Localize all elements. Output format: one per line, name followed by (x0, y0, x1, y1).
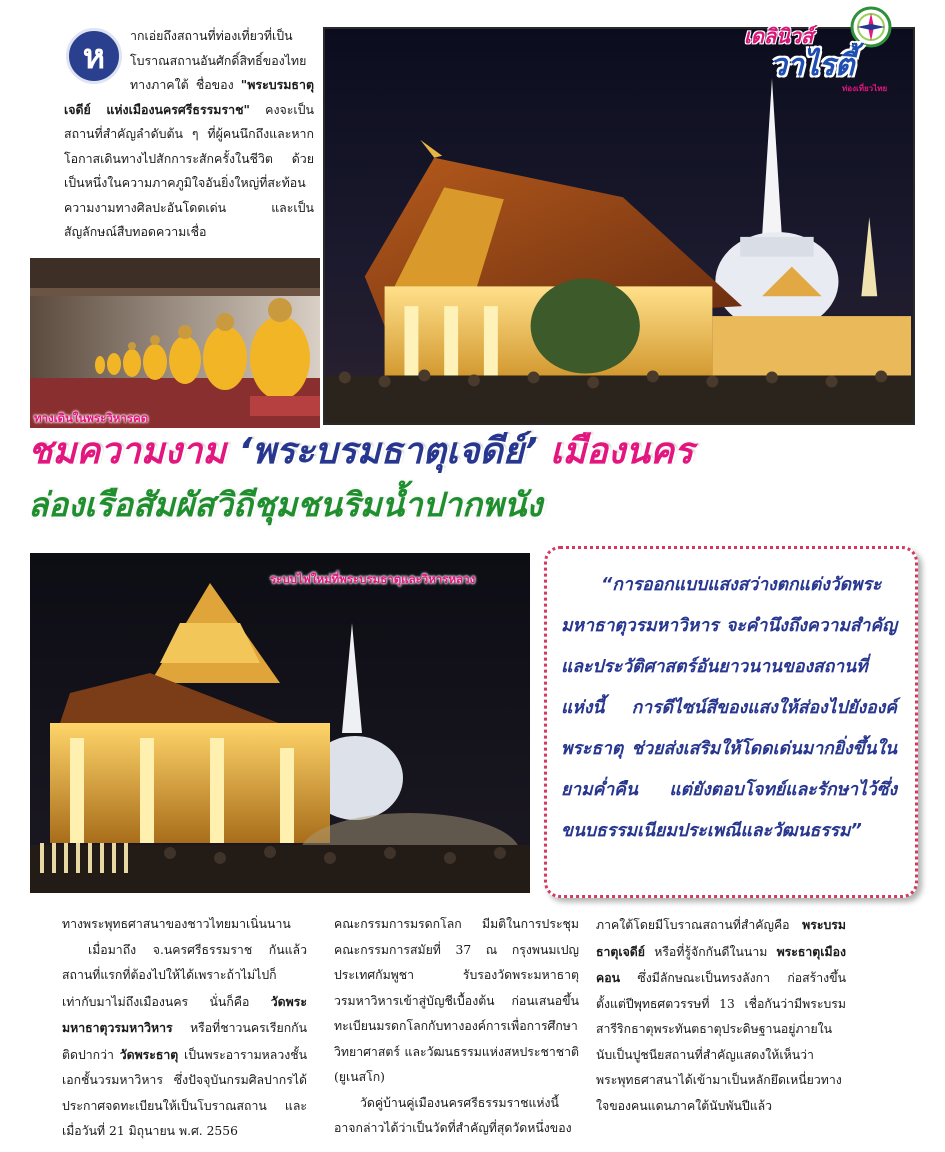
col1-p2-bold2: วัดพระธาตุ (119, 1046, 179, 1062)
col1-p2-bold1: วัดพระมหาธาตุวรมหาวิหาร (62, 993, 307, 1035)
drop-cap: ห (66, 28, 122, 84)
body-column-2 (334, 912, 579, 1144)
col3-paragraph-1 (596, 912, 846, 1119)
col3-p1-lead: ภาคใต้โดยมีโบราณสถานที่สำคัญคือ (596, 918, 803, 932)
buddha-caption: ทางเดินในพระวิหารคด (34, 411, 149, 425)
variety-logo (742, 4, 922, 94)
col2-paragraph-2: วัดคู่บ้านคู่เมืองนครศรีธรรมราชแห่งนี้อาจกล่าวได้ว่าเป็นวัดที่สำคัญที่สุดวัดหนึ่งของ (334, 1095, 572, 1135)
col1-paragraph-1: ทางพระพุทธศาสนาของชาวไทยมาเนิ่นนาน (62, 917, 291, 931)
col1-paragraph-2 (62, 938, 307, 1145)
compass-icon (850, 6, 892, 48)
night-caption: ระบบไฟใหม่ที่พระบรมธาตุและวิหารหลวง (270, 572, 476, 586)
headline (28, 428, 918, 478)
col1-p2-lead: เมื่อมาถึง จ.นครศรีธรรมราช กันแล้ว สถานที่แรกที่ต้องไปให้ได้เพราะถ้าไม่ไปก็เท่ากับมาไม่ถึงเมืองนคร นั่นก็คือ (62, 942, 307, 1009)
subheadline: ล่องเรือสัมผัสวิถีชุมชนริมน้ำปากพนัง (28, 485, 543, 524)
col1-p2-rest: เป็นพระอารามหลวงชั้นเอกชั้นวรมหาวิหาร ซึ่งปัจจุบันกรมศิลปากรได้ประกาศจดทะเบียนให้เป็นโบราณสถาน และ เมื่อวันที่ 21 มิถุนายน พ.ศ. 2556 (62, 1047, 307, 1138)
buddha-corridor-photo (30, 258, 320, 428)
logo-line3: ท่องเที่ยวไทย (842, 84, 888, 93)
logo-line2: วาไรตี้ (770, 48, 855, 83)
pull-quote-box (544, 546, 918, 898)
col3-p1-bold2: พระธาตุเมืองคอน (596, 943, 846, 985)
body-column-3 (596, 912, 846, 1144)
col3-p1-bold1: พระบรมธาตุเจดีย์ (596, 917, 846, 959)
pull-quote-text: “การออกแบบแสงสว่างตกแต่งวัดพระมหาธาตุวรมหาวิหาร จะคำนึงถึงความสำคัญและประวัติศาสตร์อันยาวนานของสถานที่แห่งนี้ การดีไซน์สีของแสงให้ส่องไปยังองค์พระธาตุ ช่วยส่งเสริมให้โดดเด่นมากยิ่งขึ้นในยามค่ำคืน แต่ยังตอบโจทย์และรักษาไว้ซึ่งขนบธรรมเนียมประเพณีและวัฒนธรรม” (561, 575, 897, 841)
col3-p1-mid: หรือที่รู้จักกันดีในนาม (645, 944, 777, 959)
body-column-1 (62, 912, 307, 1144)
intro-bold: "พระบรมธาตุเจดีย์ แห่งเมืองนครศรีธรรมราช" (64, 77, 314, 117)
night-temple-photo (30, 553, 530, 893)
headline-part3: เมืองนคร (537, 431, 694, 472)
logo-line1: เดลินิวส์ (744, 24, 814, 48)
headline-part1: ชมความงาม (28, 431, 239, 472)
col3-p1-rest: ซึ่งมีลักษณะเป็นทรงลังกา ก่อสร้างขึ้นตั้งแต่ปีพุทธศตวรรษที่ 13 เชื่อกันว่ามีพระบรมสารีริกธาตุพระทันตธาตุประดิษฐานอยู่ภายใน นับเป็นปูชนียสถานที่สำคัญแสดงให้เห็นว่า พระพุทธศาสนาได้เข้ามาเป็นหลักยึดเหนี่ยวทางใจของคนแดนภาคใต้นับพันปีแล้ว (596, 971, 846, 1113)
intro-rest: คงจะเป็นสถานที่สำคัญลำดับต้น ๆ ที่ผู้คนนึกถึงและหากโอกาสเดินทางไปสักการะสักครั้งในชีวิต ด้วยเป็นหนึ่งในความภาคภูมิใจอันยิ่งใหญ่ที่สะท้อนความงามทางศิลปะอันโดดเด่น และเป็นสัญลักษณ์สืบทอดความเชื่อ (64, 101, 314, 239)
headline-part2: ‘พระบรมธาตุเจดีย์’ (238, 431, 538, 472)
col2-paragraph-1: คณะกรรมการมรดกโลก มีมติในการประชุมคณะกรรมการสมัยที่ 37 ณ กรุงพนมเปญ ประเทศกัมพูชา รับรองวัดพระมหาธาตุวรมหาวิหารเข้าสู่บัญชีเบื้องต้น ก่อนเสนอขึ้นทะเบียนมรดกโลกกับทางองค์การเพื่อการศึกษา วิทยาศาสตร์ และวัฒนธรรมแห่งสหประชาชาติ (ยูเนสโก) (334, 917, 579, 1084)
intro-paragraph (64, 24, 314, 254)
col1-p2-mid: หรือที่ชาวนครเรียกกันติดปากว่า (62, 1021, 307, 1062)
intro-lead: ากเอ่ยถึงสถานที่ท่องเที่ยวที่เป็นโบราณสถานอันศักดิ์สิทธิ์ของไทยทางภาคใต้ ชื่อของ (130, 28, 307, 92)
